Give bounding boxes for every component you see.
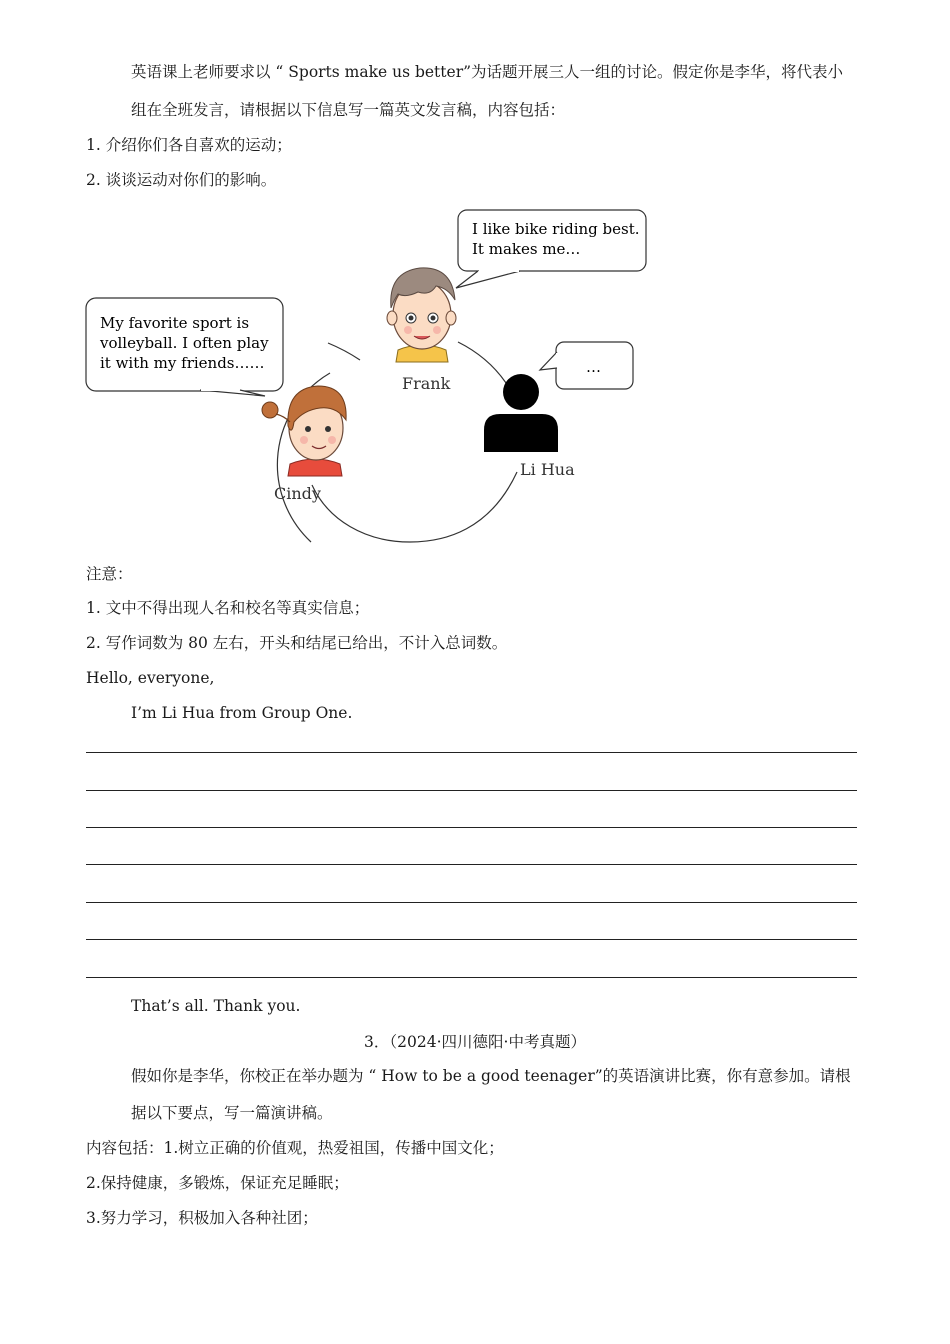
lihua-silhouette-icon — [484, 374, 558, 452]
cindy-name-label: Cindy — [274, 484, 321, 503]
note-1: 1. 文中不得出现人名和校名等真实信息； — [86, 599, 370, 617]
task3-content-point-2: 2.保持健康，多锻炼，保证充足睡眠； — [86, 1174, 349, 1192]
lihua-bubble-text: … — [586, 358, 601, 376]
cindy-bubble-line2: volleyball. I often play — [100, 334, 269, 352]
task3-intro-line2: 据以下要点，写一篇演讲稿。 — [131, 1104, 333, 1122]
task2-intro-line1: 英语课上老师要求以 “ Sports make us better”为话题开展三人一组的讨论。假定你是李华，将代表小 — [131, 63, 844, 81]
task3-intro-line1: 假如你是李华，你校正在举办题为 “ How to be a good teenager”的英语演讲比赛，你有意参加。请根 — [131, 1067, 851, 1085]
lihua-name-label: Li Hua — [520, 460, 575, 479]
writing-line[interactable] — [86, 939, 857, 940]
writing-line[interactable] — [86, 977, 857, 978]
opening-text: I’m Li Hua from Group One. — [131, 704, 353, 722]
task3-content-point-1: 内容包括：1.树立正确的价值观，热爱祖国，传播中国文化； — [86, 1139, 504, 1157]
cindy-bubble-line1: My favorite sport is — [100, 314, 250, 332]
task2-point-2: 2. 谈谈运动对你们的影响。 — [86, 171, 277, 189]
writing-line[interactable] — [86, 864, 857, 865]
frank-bubble-line2: It makes me… — [472, 240, 581, 258]
lihua-speech-bubble — [540, 342, 633, 389]
task2-point-1: 1. 介绍你们各自喜欢的运动； — [86, 136, 292, 154]
note-2: 2. 写作词数为 80 左右，开头和结尾已给出，不计入总词数。 — [86, 634, 508, 652]
frank-name-label: Frank — [402, 374, 451, 393]
closing-text: That’s all. Thank you. — [131, 997, 301, 1015]
frank-bubble-line1: I like bike riding best. — [472, 220, 640, 238]
writing-line[interactable] — [86, 752, 857, 753]
writing-line[interactable] — [86, 902, 857, 903]
cindy-speech-bubble — [86, 298, 283, 396]
frank-avatar — [387, 268, 456, 362]
discussion-illustration — [80, 200, 660, 550]
task3-header: 3．（2024·四川德阳·中考真题） — [364, 1033, 586, 1051]
cindy-bubble-line3: it with my friends…… — [100, 354, 265, 372]
greeting-text: Hello, everyone, — [86, 669, 215, 687]
task3-content-point-3: 3.努力学习，积极加入各种社团； — [86, 1209, 318, 1227]
writing-line[interactable] — [86, 790, 857, 791]
frank-speech-bubble — [456, 210, 646, 288]
cindy-avatar — [262, 386, 346, 476]
notes-label: 注意： — [86, 565, 133, 583]
writing-line[interactable] — [86, 827, 857, 828]
task2-intro-line2: 组在全班发言，请根据以下信息写一篇英文发言稿，内容包括： — [131, 101, 566, 119]
